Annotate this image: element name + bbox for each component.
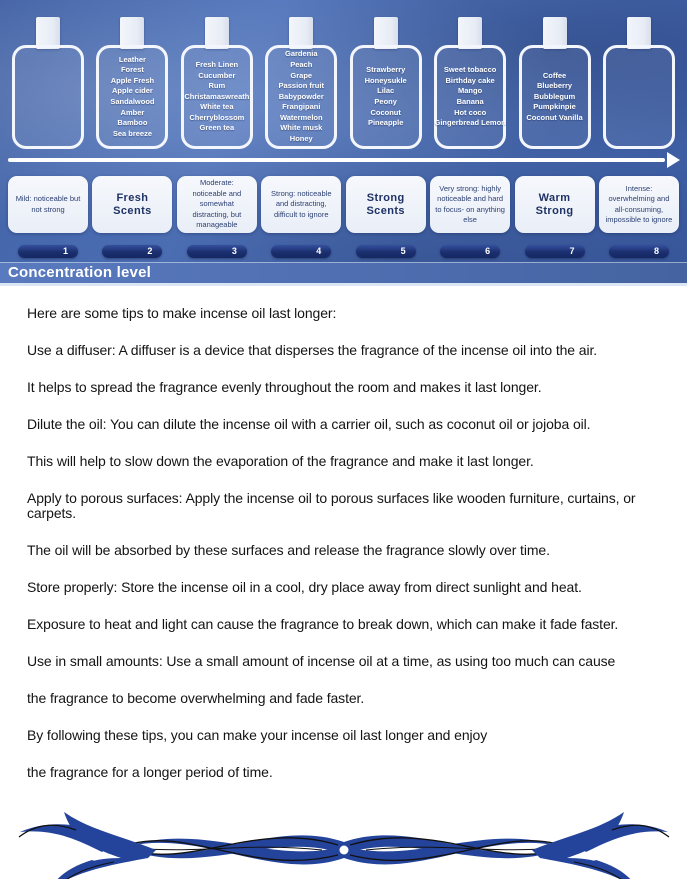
scent-name: Gingerbread Lemon [434, 118, 506, 128]
scent-name: Strawberry [366, 65, 406, 75]
scent-name: Apple cider [112, 86, 153, 96]
scent-name: White tea [200, 102, 234, 112]
bottles-row [0, 17, 687, 149]
tip-line: Store properly: Store the incense oil in a cool, dry place away from direct sunlight and heat. [27, 579, 582, 595]
scent-name: Leather [118, 54, 146, 64]
scent-name: Mango [458, 86, 483, 96]
scent-name: Banana [456, 97, 484, 106]
level-cards-row [0, 176, 687, 233]
tip-line: The oil will be absorbed by these surfaces and release the fragrance slowly over time. [27, 542, 550, 558]
scent-name: Coconut Vanilla [526, 112, 583, 122]
tip-line: By following these tips, you can make your incense oil last longer and enjoy [27, 727, 488, 743]
right-arrow-icon [667, 152, 680, 168]
flourish-wrap [0, 802, 687, 879]
level-card: Mild: noticeable but not strong [8, 176, 88, 233]
tip-line: Apply to porous surfaces: Apply the incense oil to porous surfaces like wooden furniture, curtains, or carpets. [27, 490, 636, 521]
level-number-cell [430, 245, 510, 258]
scent-name: Cucumber [198, 70, 236, 80]
level-number-cell [346, 245, 426, 258]
tip-line: Use in small amounts: Use a small amount of incense oil at a time, as using too much can cause [27, 653, 616, 669]
scent-name: Sweet tobacco [443, 65, 497, 75]
scent-name: Watermelon [279, 112, 323, 122]
axis-band [0, 262, 687, 283]
scent-name: Bamboo [117, 118, 148, 128]
scent-bottle [10, 17, 86, 149]
scent-name: Babypowder [278, 91, 324, 101]
scent-name: Pumpkinpie [533, 102, 576, 112]
scent-name: White musk [280, 123, 323, 133]
level-number-cell [599, 245, 679, 258]
scent-name: Coffee [542, 70, 567, 80]
tips-section [0, 286, 687, 780]
tip-line: Use a diffuser: A diffuser is a device that disperses the fragrance of the incense oil into the air. [27, 342, 598, 358]
scent-name: Peony [374, 97, 397, 106]
scent-name: Apple Fresh [110, 75, 155, 85]
scent-name: Passion fruit [278, 81, 324, 91]
scent-name: Green tea [199, 123, 235, 133]
scent-name: Cherryblossom [189, 112, 245, 122]
scent-bottle [601, 17, 677, 149]
level-number-cell [92, 245, 172, 258]
level-number-pill: 4 [271, 245, 331, 258]
level-number-cell [8, 245, 88, 258]
scent-bottle [94, 17, 170, 149]
scent-name: Blueberry [537, 81, 573, 91]
level-card: Strong Scents [346, 176, 426, 233]
level-numbers-row [0, 245, 687, 258]
scent-name: Gardenia [285, 49, 318, 59]
scent-name: Coconut [370, 107, 401, 117]
bottle-scent-list [12, 45, 84, 149]
level-card: Warm Strong [515, 176, 595, 233]
level-number-pill: 5 [356, 245, 416, 258]
tip-line: the fragrance for a longer period of time. [27, 764, 273, 780]
scent-name: Fresh Linen [195, 59, 239, 69]
scent-name: Forest [120, 65, 144, 75]
tribal-flourish-icon [14, 802, 674, 879]
bottle-scent-list [603, 45, 675, 149]
scent-name: Christamaswreath [184, 91, 250, 101]
tip-line: Dilute the oil: You can dilute the incense oil with a carrier oil, such as coconut oil or jojoba oil. [27, 416, 591, 432]
scent-name: Sea breeze [112, 128, 153, 138]
scent-name: Lilac [377, 86, 395, 96]
tip-line: the fragrance to become overwhelming and fade faster. [27, 690, 365, 706]
scent-bottle [348, 17, 424, 149]
scent-name: Sandalwood [110, 97, 155, 106]
bottle-scent-list [265, 45, 337, 149]
scent-name: Rum [208, 81, 226, 91]
level-card: Moderate: noticeable and somewhat distracting, but manageable [177, 176, 257, 233]
axis-arrow-line [8, 158, 665, 162]
level-card: Intense: overwhelming and all-consuming, impossible to ignore [599, 176, 679, 233]
scent-name: Honey [289, 134, 313, 144]
level-number-pill: 8 [609, 245, 669, 258]
bottle-scent-list [350, 45, 422, 149]
level-number-pill: 7 [525, 245, 585, 258]
scent-bottle [263, 17, 339, 149]
bottle-scent-list [434, 45, 506, 149]
level-number-pill: 6 [440, 245, 500, 258]
tip-line: Here are some tips to make incense oil last longer: [27, 305, 337, 321]
scent-bottle [432, 17, 508, 149]
bottle-scent-list [519, 45, 591, 149]
tip-line: It helps to spread the fragrance evenly throughout the room and makes it last longer. [27, 379, 542, 395]
scent-name: Pineapple [367, 118, 404, 128]
scent-bottle [517, 17, 593, 149]
bottle-scent-list [181, 45, 253, 149]
level-number-cell [177, 245, 257, 258]
scent-name: Peach [290, 59, 313, 69]
scent-name: Birthday cake [445, 75, 495, 85]
scent-name: Bubblegum [533, 91, 576, 101]
level-card: Very strong: highly noticeable and hard to focus- on anything else [430, 176, 510, 233]
level-card: Strong: noticeable and distracting, difficult to ignore [261, 176, 341, 233]
level-number-pill: 1 [18, 245, 78, 258]
level-card: Fresh Scents [92, 176, 172, 233]
scent-bottle [179, 17, 255, 149]
bottle-scent-list [96, 45, 168, 149]
level-number-cell [515, 245, 595, 258]
scent-name: Frangipani [282, 102, 321, 112]
scent-name: Hot coco [454, 107, 487, 117]
level-number-pill: 2 [102, 245, 162, 258]
tip-line: Exposure to heat and light can cause the fragrance to break down, which can make it fade faster. [27, 616, 619, 632]
scent-name: Honeysukle [364, 75, 407, 85]
concentration-scale-header [0, 0, 687, 283]
level-number-pill: 3 [187, 245, 247, 258]
level-number-cell [261, 245, 341, 258]
concentration-level-label: Concentration level [8, 264, 151, 281]
tip-line: This will help to slow down the evaporation of the fragrance and make it last longer. [27, 453, 534, 469]
scent-name: Grape [290, 70, 313, 80]
scent-name: Amber [120, 107, 145, 117]
